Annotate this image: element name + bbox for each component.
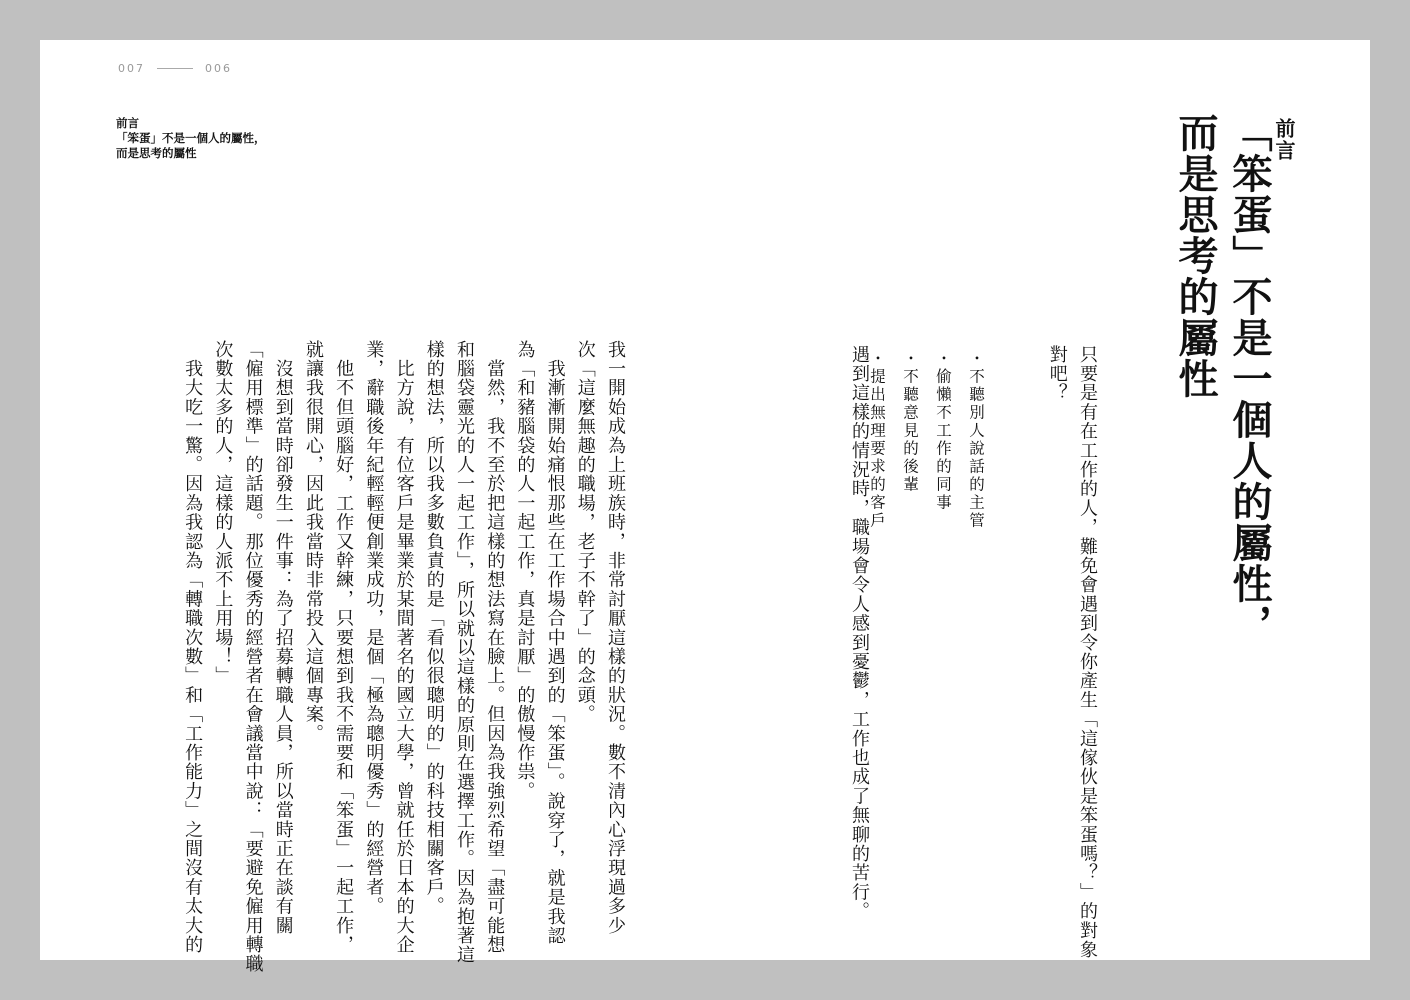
- body-line: 他不但頭腦好，工作又幹練，只要想到我不需要和「笨蛋」一起工作，: [333, 340, 355, 955]
- bullet-item: ・偷懶不工作的同事: [934, 350, 952, 512]
- body-line: 次「這麼無趣的職場，老子不幹了」的念頭。: [574, 340, 596, 724]
- body-line: 為「和豬腦袋的人一起工作，真是討厭」的傲慢作祟。: [514, 340, 536, 801]
- body-line: 我漸漸開始痛恨那些在工作場合中遇到的「笨蛋」。說穿了，就是我認: [544, 340, 566, 946]
- body-line: 就讓我很開心，因此我當時非常投入這個專案。: [302, 340, 324, 744]
- running-head: [116, 116, 266, 161]
- body-line: 沒想到當時卻發生一件事：為了招募轉職人員，所以當時正在談有關: [272, 340, 294, 936]
- running-head-line: 前言: [116, 116, 139, 130]
- bullet-item: ・提出無理要求的客戶: [868, 350, 886, 530]
- body-line: 比方說，有位客戶是畢業於某間著名的國立大學，曾就任於日本的大企: [393, 340, 415, 955]
- bullet-item: ・不聽意見的後輩: [901, 350, 919, 494]
- page-number-left: 007: [118, 62, 145, 75]
- chapter-title-line: 而是思考的屬性: [1172, 112, 1219, 399]
- intro-line: 對吧？: [1046, 345, 1068, 403]
- body-line: 樣的想法，所以我多數負責的是「看似很聰明的」的科技相關客戶。: [423, 340, 445, 916]
- chapter-title: [1168, 112, 1276, 645]
- intro-paragraph: [1042, 345, 1102, 960]
- page-number-right: 006: [205, 62, 232, 75]
- bullet-item: ・不聽別人說話的主管: [967, 350, 985, 530]
- body-line: 我一開始成為上班族時，非常討厭這樣的狀況。數不清內心浮現過多少: [605, 340, 626, 936]
- book-spread: [40, 40, 1370, 974]
- running-head-line: 而是思考的屬性: [116, 146, 197, 160]
- running-head-line: 「笨蛋」不是一個人的屬性，: [116, 131, 266, 145]
- bullet-list: [860, 350, 992, 650]
- body-line: 「僱用標準」的話題。那位優秀的經營者在會議當中說：「要避免僱用轉職: [242, 340, 264, 974]
- body-text: [177, 340, 630, 974]
- body-line: 我大吃一驚。因為我認為「轉職次數」和「工作能力」之間沒有太大的: [182, 340, 204, 955]
- intro-line: 只要是有在工作的人，難免會遇到令你產生「這傢伙是笨蛋嗎？」的對象: [1077, 345, 1098, 960]
- body-line: 當然，我不至於把這樣的想法寫在臉上。但因為我強烈希望「盡可能想: [484, 340, 506, 955]
- page-folio: [118, 62, 232, 75]
- folio-rule: [157, 68, 193, 69]
- chapter-kicker: 前言: [1272, 118, 1296, 162]
- intro-closing-line: [844, 345, 874, 921]
- intro-closing-text: 遇到這樣的情況時，職場會令人感到憂鬱，工作也成了無聊的苦行。: [849, 345, 870, 921]
- body-line: 和腦袋靈光的人一起工作」，所以就以這樣的原則在選擇工作。因為抱著這: [453, 340, 475, 965]
- body-line: 次數太多的人，這樣的人派不上用場！」: [212, 340, 234, 686]
- body-line: 業，辭職後年紀輕輕便創業成功，是個「極為聰明優秀」的經營者。: [363, 340, 385, 916]
- chapter-title-line: 「笨蛋」不是一個人的屬性，: [1226, 112, 1273, 645]
